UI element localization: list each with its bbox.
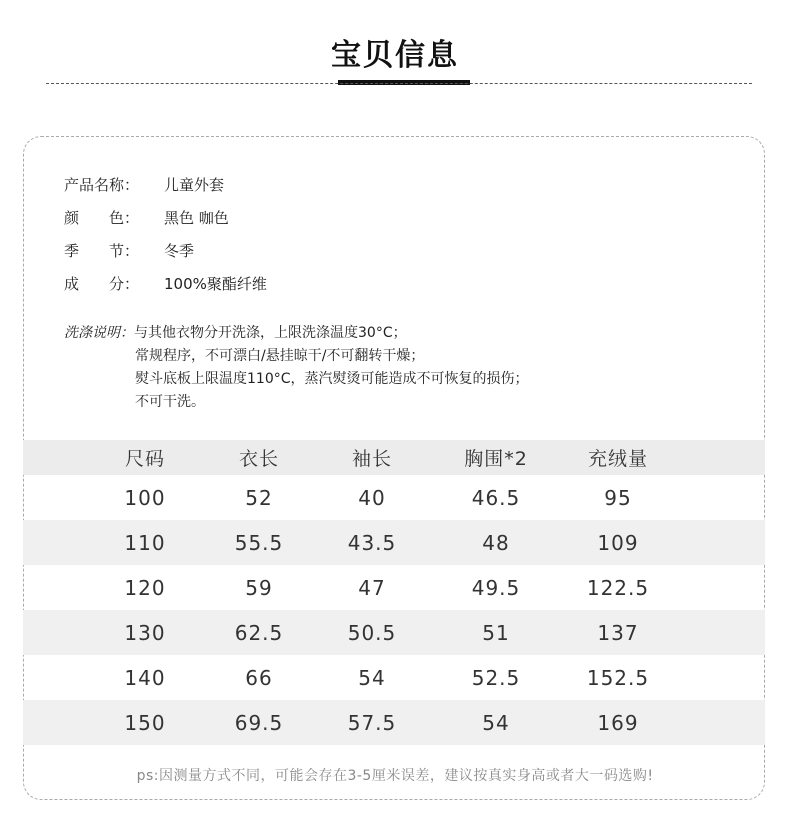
table-cell: 169	[597, 710, 639, 735]
table-cell: 55.5	[234, 530, 284, 555]
table-cell: 47	[358, 575, 386, 600]
table-cell: 51	[482, 620, 510, 645]
table-cell: 54	[358, 665, 386, 690]
table-header-cell: 衣长	[238, 448, 279, 470]
table-cell: 137	[597, 620, 639, 645]
table-header-cell: 胸围*2	[464, 448, 528, 470]
wash-line: 与其他衣物分开洗涤，上限洗涤温度30°C；	[134, 325, 407, 341]
table-cell: 48	[482, 530, 510, 555]
info-row-name	[64, 168, 267, 201]
info-label: 产品名称：	[64, 176, 140, 194]
product-info	[64, 168, 267, 300]
wash-line: 不可干洗。	[135, 394, 205, 410]
table-header-cell: 充绒量	[587, 448, 648, 470]
table-row	[23, 565, 765, 610]
table-row	[23, 655, 765, 700]
table-cell: 95	[604, 485, 632, 510]
info-value: 黑色 咖色	[164, 209, 229, 227]
title-divider	[46, 83, 752, 84]
info-value: 冬季	[164, 242, 195, 260]
table-cell: 50.5	[347, 620, 397, 645]
table-cell: 46.5	[471, 485, 521, 510]
table-cell: 59	[245, 575, 273, 600]
size-table	[23, 440, 765, 745]
wash-line: 常规程序，不可漂白/悬挂晾干/不可翻转干燥；	[135, 348, 425, 364]
table-cell: 100	[124, 485, 166, 510]
table-cell: 69.5	[234, 710, 284, 735]
table-cell: 109	[597, 530, 639, 555]
table-header-row	[23, 440, 765, 475]
table-cell: 120	[124, 575, 166, 600]
table-cell: 150	[124, 710, 166, 735]
info-row-material	[64, 267, 267, 300]
table-cell: 62.5	[234, 620, 284, 645]
wash-label: 洗涤说明：	[64, 325, 134, 341]
table-row	[23, 700, 765, 745]
table-cell: 52	[245, 485, 273, 510]
table-cell: 57.5	[347, 710, 397, 735]
info-label: 颜 色：	[64, 209, 140, 227]
table-row	[23, 475, 765, 520]
table-cell: 49.5	[471, 575, 521, 600]
info-label: 季 节：	[64, 242, 140, 260]
table-cell: 43.5	[347, 530, 397, 555]
table-row	[23, 610, 765, 655]
info-value: 100%聚酯纤维	[164, 275, 267, 293]
page-title: 宝贝信息	[331, 38, 459, 73]
info-value: 儿童外套	[164, 176, 225, 194]
wash-instructions	[64, 322, 529, 414]
info-row-season	[64, 234, 267, 267]
table-cell: 54	[482, 710, 510, 735]
table-row	[23, 520, 765, 565]
table-header-cell: 袖长	[351, 448, 392, 470]
wash-line: 熨斗底板上限温度110°C，蒸汽熨烫可能造成不可恢复的损伤；	[135, 371, 529, 387]
table-cell: 122.5	[586, 575, 650, 600]
table-cell: 130	[124, 620, 166, 645]
table-header-cell: 尺码	[124, 448, 165, 470]
table-cell: 52.5	[471, 665, 521, 690]
size-note: ps:因测量方式不同，可能会存在3-5厘米误差，建议按真实身高或者大一码选购!	[136, 768, 654, 784]
info-label: 成 分：	[64, 275, 140, 293]
info-row-color	[64, 201, 267, 234]
table-cell: 40	[358, 485, 386, 510]
table-cell: 140	[124, 665, 166, 690]
table-cell: 66	[245, 665, 273, 690]
table-cell: 110	[124, 530, 166, 555]
table-cell: 152.5	[586, 665, 650, 690]
